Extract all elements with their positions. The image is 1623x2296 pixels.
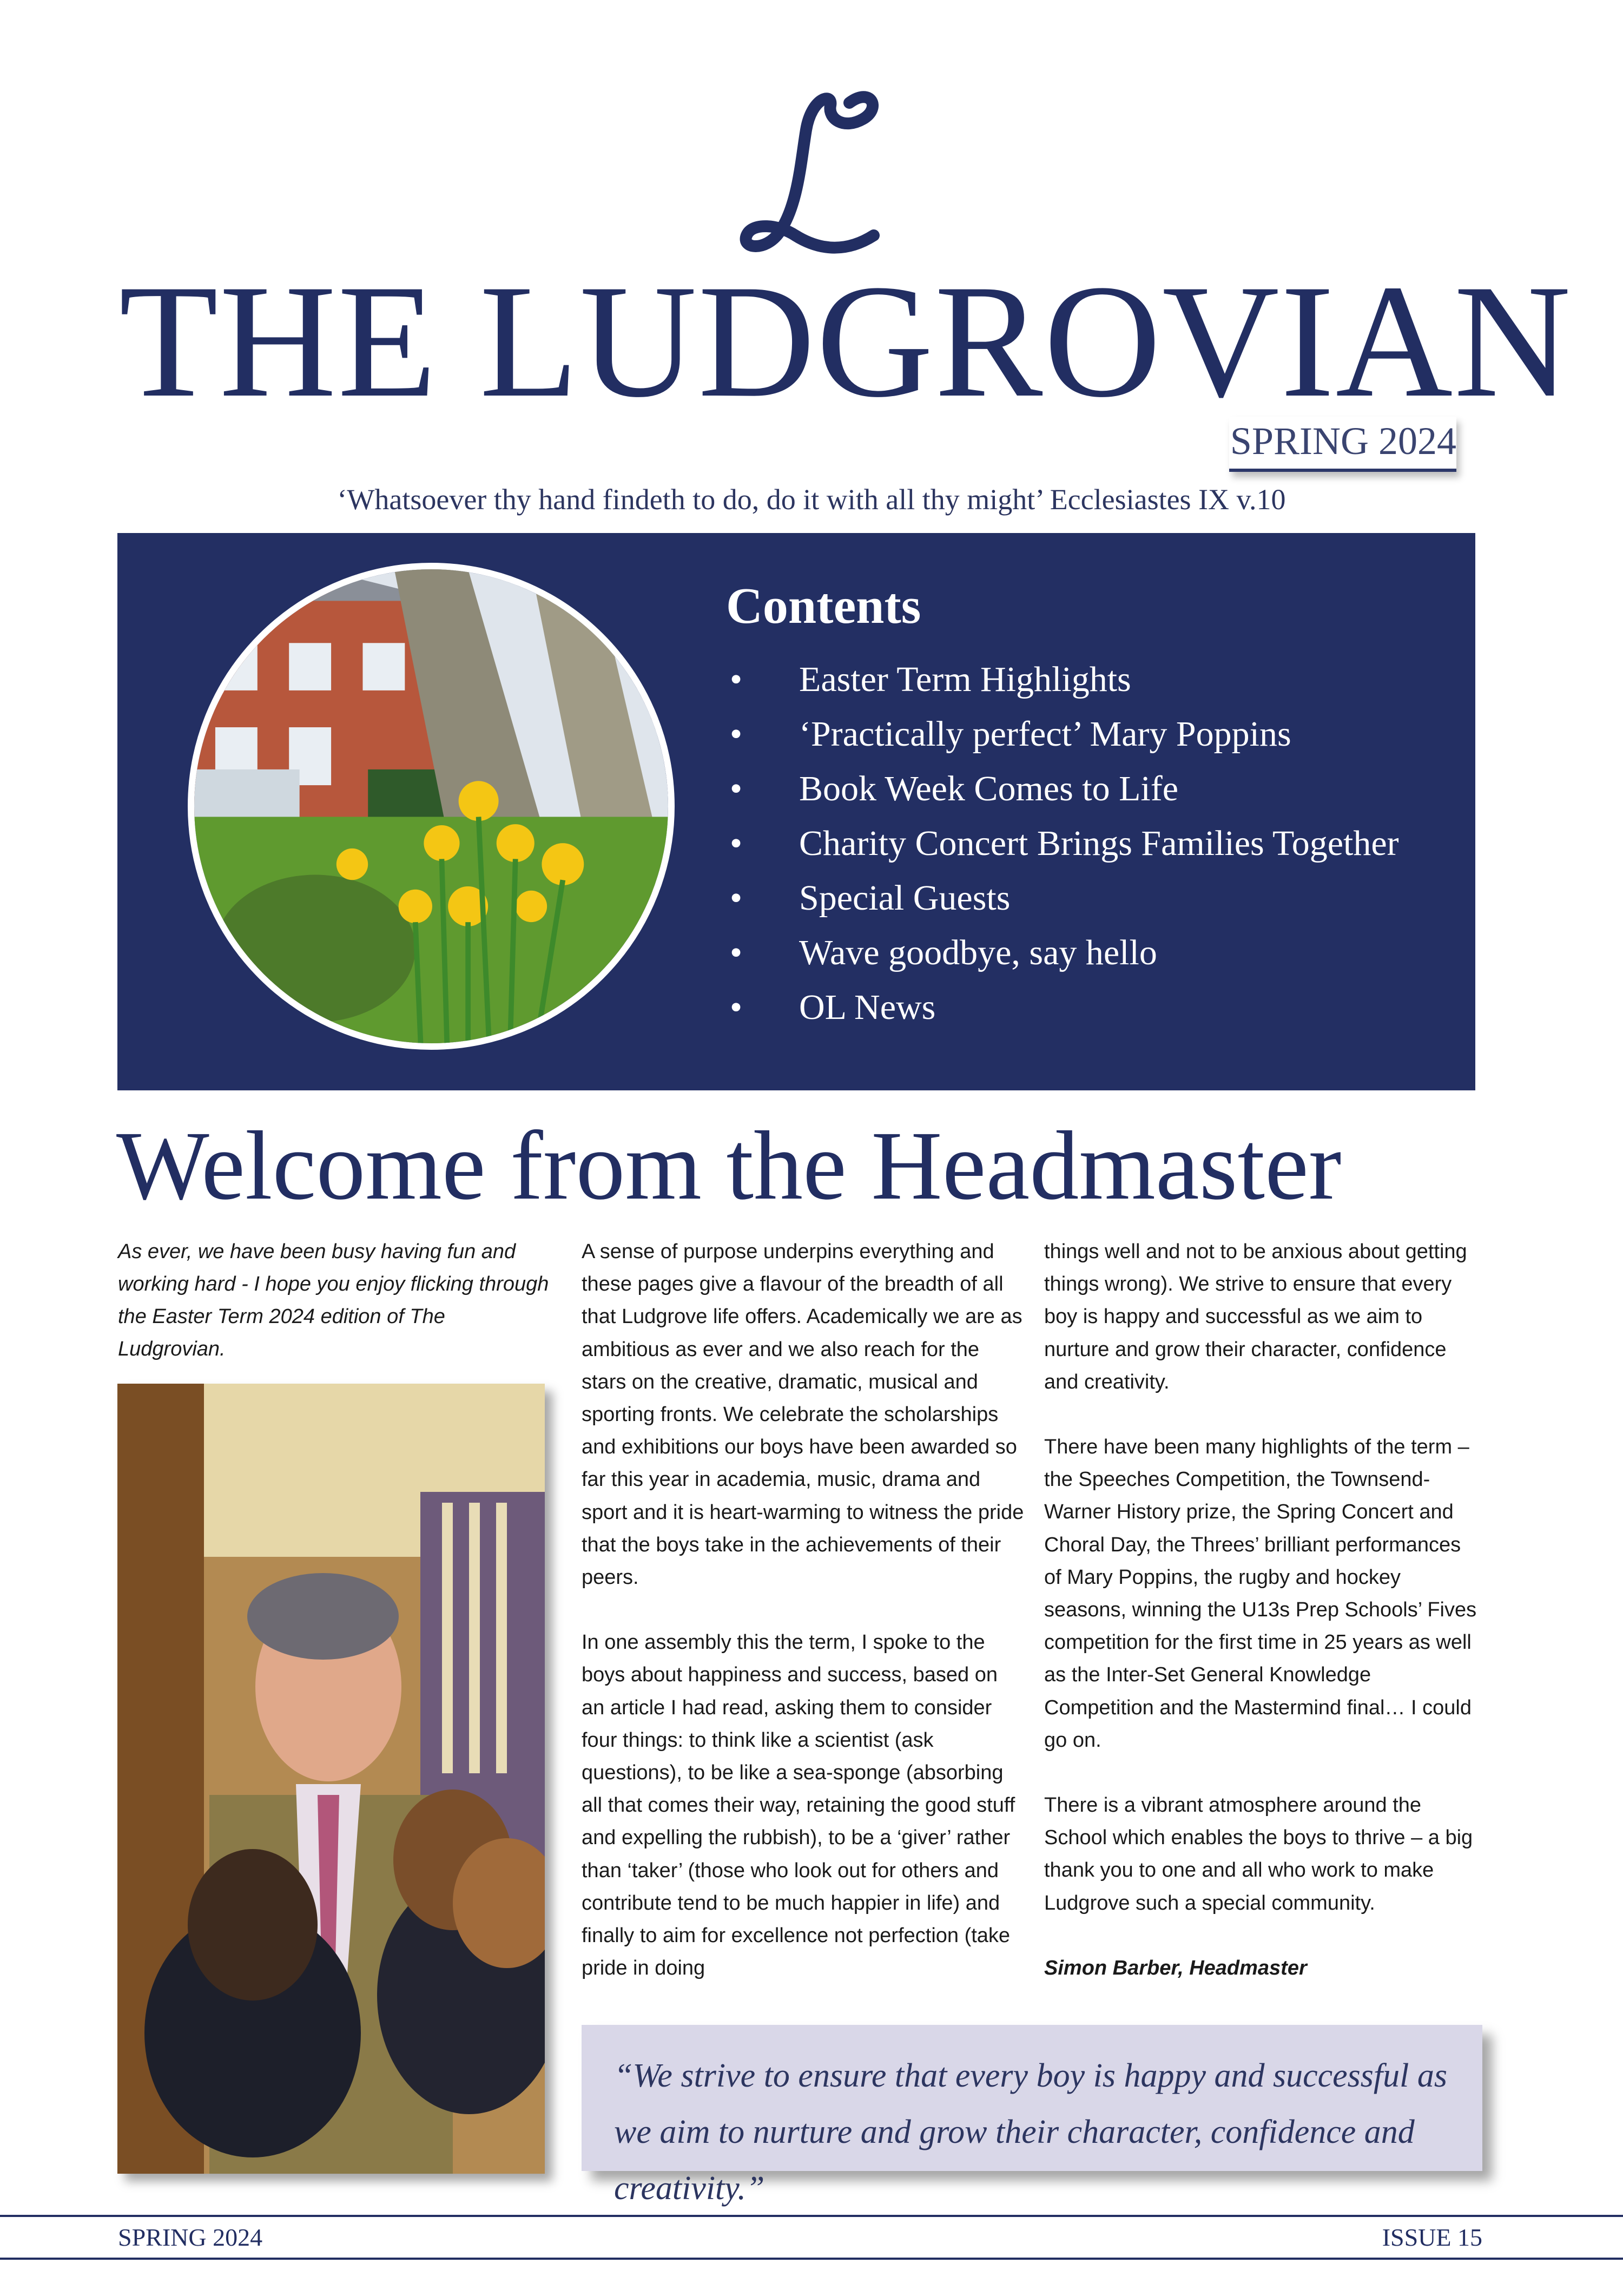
footer-season: SPRING 2024 xyxy=(118,2223,263,2251)
article-column-3 xyxy=(1044,1235,1482,2017)
contents-item: • Easter Term Highlights xyxy=(723,652,1399,707)
contents-item: • Wave goodbye, say hello xyxy=(723,925,1399,980)
bullet-icon: • xyxy=(730,988,743,1027)
masthead-title: THE LUDGROVIAN xyxy=(119,251,1572,431)
article-intro: As ever, we have been busy having fun and working hard - I hope you enjoy flicking through the Easter Term 2024 edition of The Ludgrovian. xyxy=(118,1240,549,1360)
bullet-icon: • xyxy=(730,660,743,699)
contents-panel xyxy=(117,533,1475,1090)
headmaster-signature: Simon Barber, Headmaster xyxy=(1044,1956,1307,1979)
article-column-2 xyxy=(582,1235,1025,2017)
article-paragraph: There have been many highlights of the term – the Speeches Competition, the Townsend-Warner History prize, the Spring Concert and Choral Day, the Threes’ brilliant performances of Mary Poppins, the rugby and hockey seasons, winning the U13s Prep Schools’ Fives competition for the first time in 25 years as well as the Inter-Set General Knowledge Competition and the Mastermind final… I could go on. xyxy=(1044,1436,1477,1752)
headmaster-photo xyxy=(117,1384,545,2174)
bullet-icon: • xyxy=(730,714,743,754)
issue-tag: SPRING 2024 xyxy=(1229,417,1456,472)
school-daffodils-photo xyxy=(188,563,675,1050)
contents-item: • OL News xyxy=(723,980,1399,1035)
article-paragraph: A sense of purpose underpins everything and these pages give a flavour of the breadth of all that Ludgrove life offers. Academically we are as ambitious as ever and we also reach for the stars on the creative, dramatic, musical and sporting fronts. We celebrate the scholarships and exhibitions our boys have been awarded so far this year in academia, music, drama and sport and it is heart-warming to witness the pride that the boys take in the achievements of their peers. xyxy=(582,1240,1024,1589)
footer-rule-top xyxy=(0,2215,1623,2217)
contents-item: • Special Guests xyxy=(723,871,1399,925)
contents-item: • Charity Concert Brings Families Together xyxy=(723,816,1399,871)
contents-item: • Book Week Comes to Life xyxy=(723,761,1399,816)
bullet-icon: • xyxy=(730,769,743,808)
footer-issue-number: ISSUE 15 xyxy=(1382,2223,1482,2251)
contents-item: • ‘Practically perfect’ Mary Poppins xyxy=(723,707,1399,761)
bullet-icon: • xyxy=(730,824,743,863)
ludgrove-script-logo xyxy=(736,81,887,265)
bullet-icon: • xyxy=(730,933,743,972)
pull-quote: “We strive to ensure that every boy is happy and successful as we aim to nurture and grow their character, confidence and creativity.” xyxy=(582,2025,1482,2171)
article-paragraph: In one assembly this the term, I spoke to the boys about happiness and success, based on an article I had read, asking them to consider four things: to think like a scientist (ask questions), to be like a sea-sponge (absorbing all that comes their way, retaining the good stuff and expelling the rubbish), to be a ‘giver’ rather than ‘taker’ (those who look out for others and contribute tend to be much happier in life) and finally to aim for excellence not perfection (take pride in doing xyxy=(582,1631,1015,1980)
contents-heading: Contents xyxy=(726,578,921,634)
contents-list xyxy=(723,652,1399,1035)
article-paragraph: There is a vibrant atmosphere around the School which enables the boys to thrive – a big thank you to one and all who work to make Ludgrove such a special community. xyxy=(1044,1794,1473,1915)
article-headline: Welcome from the Headmaster xyxy=(116,1111,1342,1220)
footer-rule-bottom xyxy=(0,2258,1623,2260)
bullet-icon: • xyxy=(730,878,743,918)
school-motto: ‘Whatsoever thy hand findeth to do, do it with all thy might’ Ecclesiastes IX v.10 xyxy=(337,483,1286,516)
article-paragraph: things well and not to be anxious about getting things wrong). We strive to ensure that every boy is happy and successful as we aim to nurture and grow their character, confidence and creativity. xyxy=(1044,1240,1467,1393)
